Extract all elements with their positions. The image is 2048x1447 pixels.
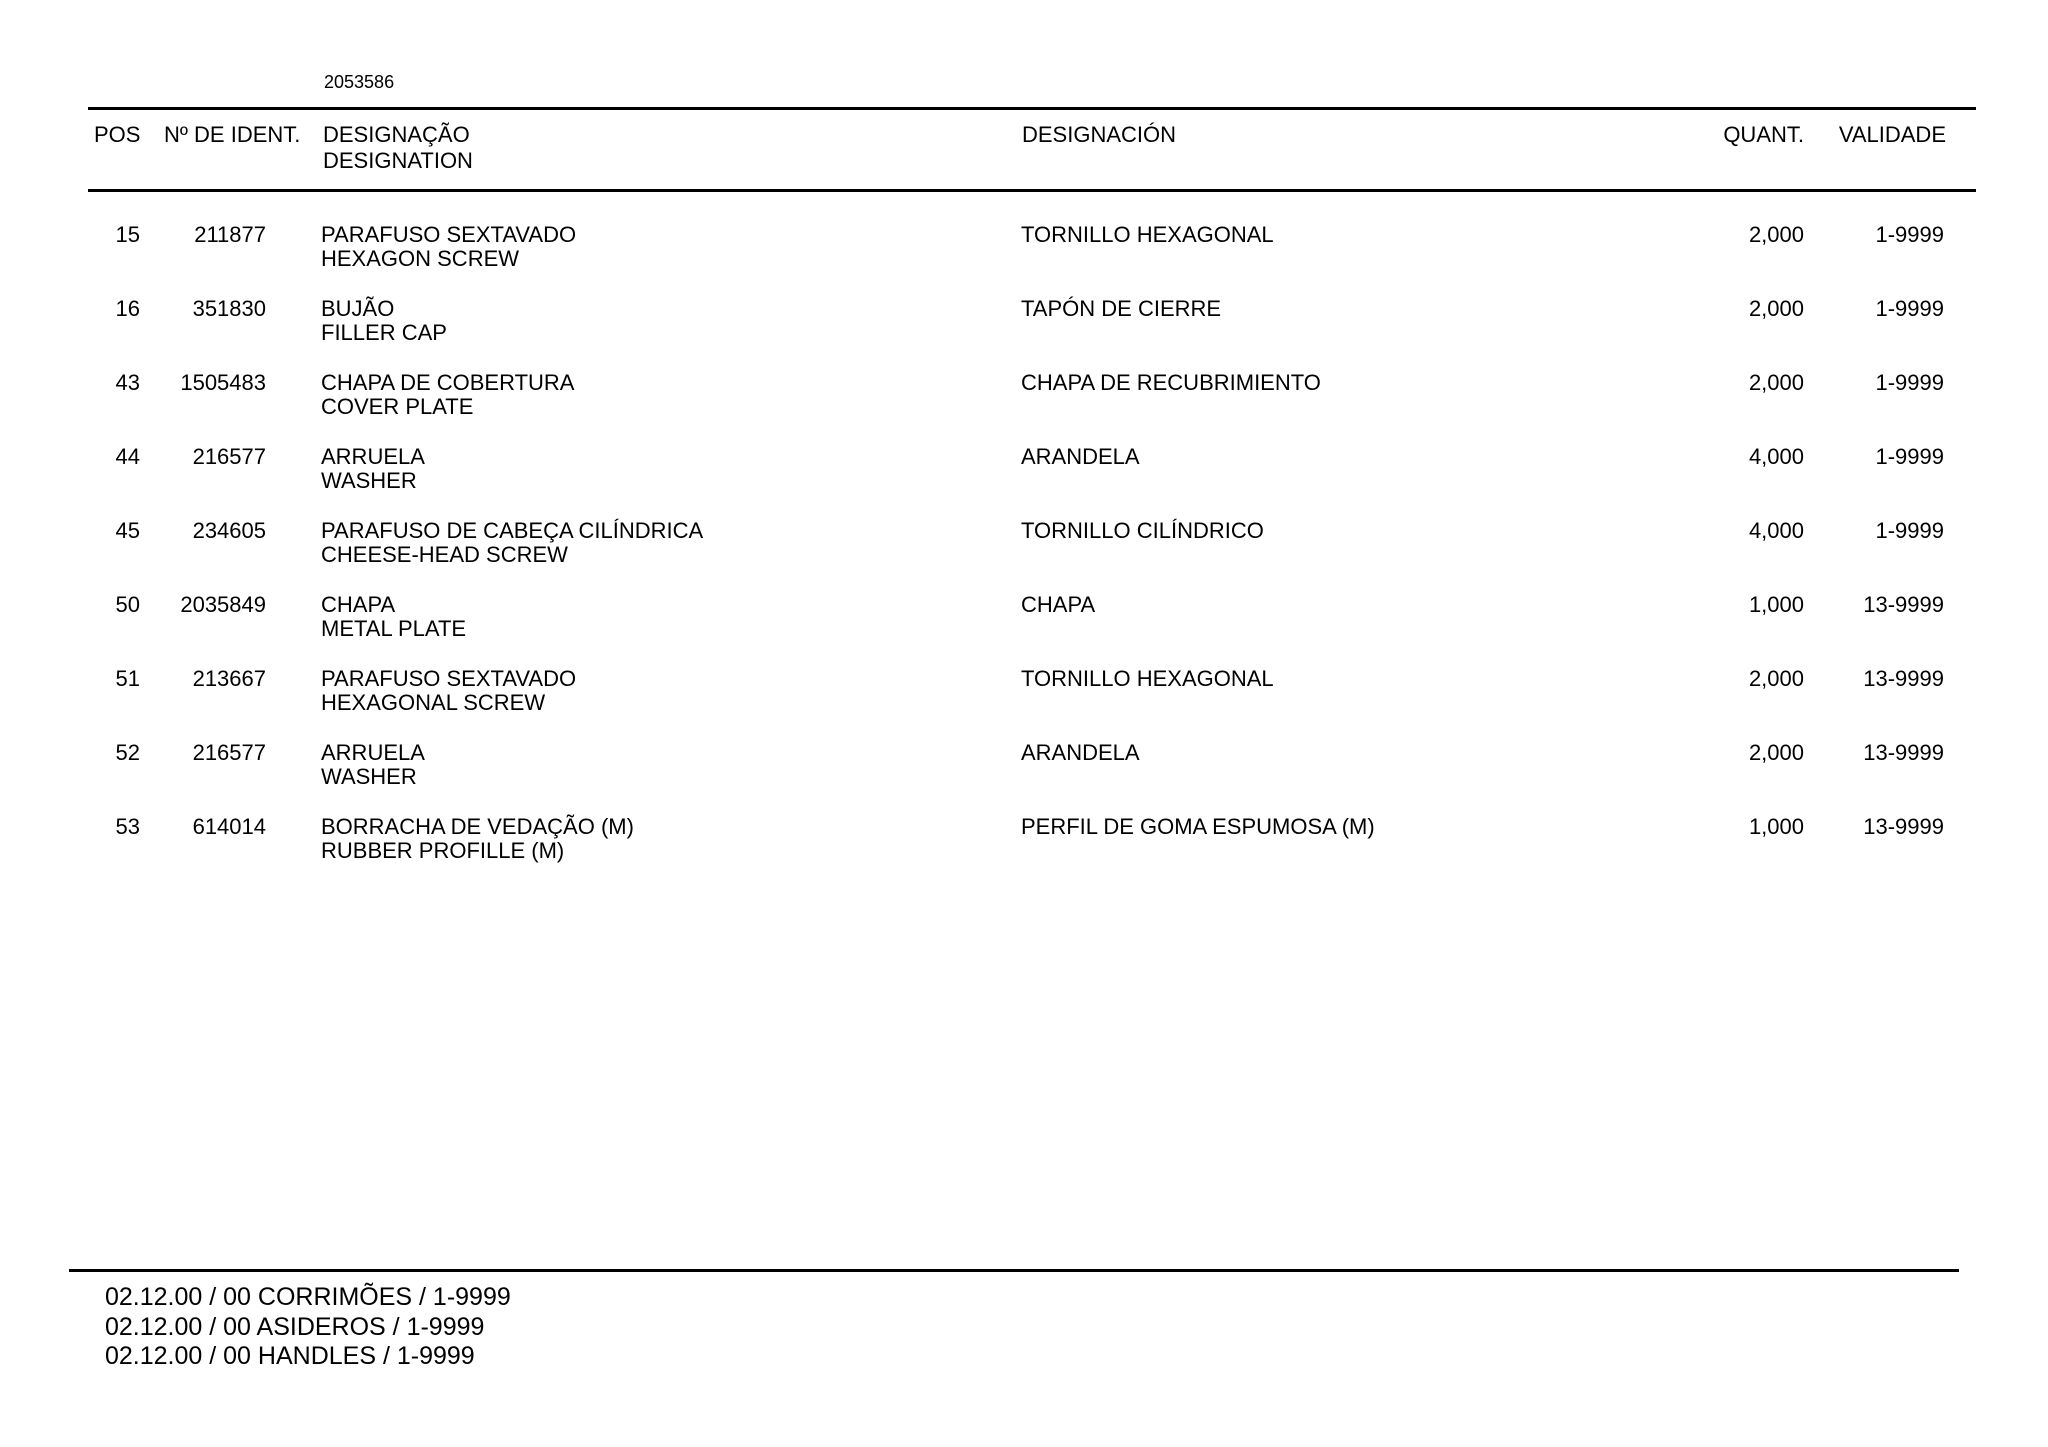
- footer-section-info: [105, 1283, 511, 1372]
- footer-line-pt: 02.12.00 / 00 CORRIMÕES / 1-9999: [105, 1283, 511, 1311]
- row-designation-en: COVER PLATE: [321, 394, 474, 419]
- table-row: [0, 741, 2048, 815]
- row-designation-en: METAL PLATE: [321, 616, 467, 641]
- row-designation-pt: PARAFUSO DE CABEÇA CILÍNDRICA: [321, 518, 704, 543]
- row-designation-pt: PARAFUSO SEXTAVADO: [321, 222, 577, 247]
- row-designation: [321, 297, 447, 345]
- row-designation: [321, 223, 576, 271]
- row-pos: 43: [115, 370, 140, 395]
- footer-line-es: 02.12.00 / 00 ASIDEROS / 1-9999: [105, 1312, 485, 1341]
- header-designation-en: DESIGNATION: [323, 148, 473, 173]
- row-designation: [321, 815, 634, 863]
- row-quantity: 2,000: [1748, 740, 1804, 765]
- table-row: [0, 371, 2048, 445]
- header-validity: VALIDADE: [1838, 122, 1946, 147]
- row-designation-en: CHEESE-HEAD SCREW: [321, 542, 568, 567]
- row-validity: 1-9999: [1875, 296, 1944, 321]
- row-designation-pt: ARRUELA: [321, 740, 425, 765]
- row-designation-es: TORNILLO HEXAGONAL: [1021, 222, 1274, 247]
- row-designation: [321, 371, 574, 419]
- table-row: [0, 297, 2048, 371]
- header-ident: Nº DE IDENT.: [164, 122, 301, 147]
- table-row: [0, 445, 2048, 519]
- row-designation: [321, 593, 466, 641]
- header-designation-es: DESIGNACIÓN: [1022, 122, 1177, 147]
- row-pos: 51: [115, 666, 140, 691]
- row-ident: 614014: [192, 814, 266, 839]
- row-designation: [321, 519, 703, 567]
- row-ident: 216577: [192, 444, 266, 469]
- row-designation-pt: CHAPA: [321, 592, 396, 617]
- row-validity: 13-9999: [1863, 592, 1944, 617]
- row-ident: 211877: [194, 222, 266, 247]
- row-quantity: 2,000: [1748, 370, 1804, 395]
- header-top-rule: [88, 107, 1976, 110]
- row-designation-en: FILLER CAP: [321, 320, 447, 345]
- row-validity: 1-9999: [1875, 444, 1944, 469]
- header-quantity: QUANT.: [1723, 122, 1804, 147]
- row-pos: 44: [115, 444, 140, 469]
- row-validity: 13-9999: [1863, 814, 1944, 839]
- row-pos: 50: [115, 592, 140, 617]
- header-designation: [323, 122, 473, 174]
- footer-line-en: 02.12.00 / 00 HANDLES / 1-9999: [105, 1342, 475, 1370]
- row-designation: [321, 741, 425, 789]
- row-ident: 1505483: [180, 370, 266, 395]
- table-row: [0, 223, 2048, 297]
- row-ident: 213667: [192, 666, 266, 691]
- header-bottom-rule: [88, 189, 1976, 192]
- row-quantity: 1,000: [1748, 814, 1804, 839]
- row-designation-pt: ARRUELA: [321, 444, 425, 469]
- row-pos: 45: [115, 518, 140, 543]
- table-row: [0, 815, 2048, 889]
- row-ident: 351830: [192, 296, 266, 321]
- row-validity: 1-9999: [1875, 518, 1944, 543]
- row-pos: 15: [115, 222, 140, 247]
- footer-rule: [69, 1269, 1959, 1272]
- row-pos: 16: [115, 296, 140, 321]
- row-quantity: 2,000: [1748, 222, 1804, 247]
- row-validity: 1-9999: [1875, 222, 1944, 247]
- row-designation-es: TORNILLO CILÍNDRICO: [1021, 518, 1264, 543]
- row-designation: [321, 667, 576, 715]
- table-row: [0, 519, 2048, 593]
- row-designation-es: CHAPA: [1021, 592, 1096, 617]
- table-row: [0, 667, 2048, 741]
- row-designation-es: ARANDELA: [1021, 444, 1140, 469]
- row-designation-es: TORNILLO HEXAGONAL: [1021, 666, 1274, 691]
- header-pos: POS: [94, 122, 141, 147]
- row-designation-en: HEXAGONAL SCREW: [321, 690, 546, 715]
- row-designation-pt: CHAPA DE COBERTURA: [321, 370, 575, 395]
- row-designation-es: CHAPA DE RECUBRIMIENTO: [1021, 370, 1321, 395]
- row-designation-es: ARANDELA: [1021, 740, 1140, 765]
- row-quantity: 4,000: [1748, 518, 1804, 543]
- row-designation-en: RUBBER PROFILLE (M): [321, 838, 565, 863]
- parts-table-body: [0, 223, 2048, 889]
- row-validity: 13-9999: [1863, 740, 1944, 765]
- row-validity: 13-9999: [1863, 666, 1944, 691]
- row-ident: 234605: [192, 518, 266, 543]
- row-ident: 2035849: [180, 592, 266, 617]
- row-quantity: 2,000: [1748, 296, 1804, 321]
- row-designation-en: HEXAGON SCREW: [321, 246, 520, 271]
- header-designation-pt: DESIGNAÇÃO: [323, 122, 470, 147]
- row-pos: 53: [115, 814, 140, 839]
- document-number: 2053586: [324, 72, 395, 92]
- row-designation-es: TAPÓN DE CIERRE: [1021, 296, 1222, 321]
- row-validity: 1-9999: [1875, 370, 1944, 395]
- table-row: [0, 593, 2048, 667]
- row-designation-pt: BUJÃO: [321, 296, 395, 321]
- row-quantity: 4,000: [1748, 444, 1804, 469]
- row-quantity: 1,000: [1748, 592, 1804, 617]
- row-ident: 216577: [192, 740, 266, 765]
- row-designation-en: WASHER: [321, 468, 417, 493]
- row-designation-pt: BORRACHA DE VEDAÇÃO (M): [321, 814, 634, 839]
- row-designation-en: WASHER: [321, 764, 417, 789]
- row-designation-pt: PARAFUSO SEXTAVADO: [321, 666, 577, 691]
- row-designation: [321, 445, 425, 493]
- row-quantity: 2,000: [1748, 666, 1804, 691]
- row-designation-es: PERFIL DE GOMA ESPUMOSA (M): [1021, 814, 1375, 839]
- row-pos: 52: [115, 740, 140, 765]
